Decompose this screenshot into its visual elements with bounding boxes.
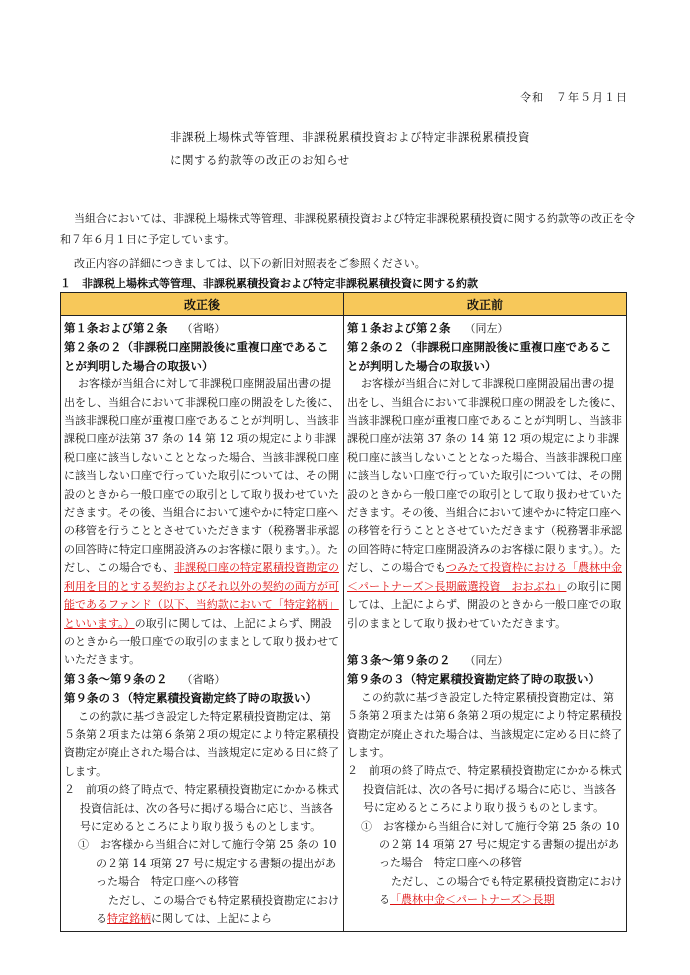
article-3-9-note: （同左）: [464, 653, 509, 667]
article-1-2-heading: 第１条および第２条: [347, 321, 451, 335]
proviso-text: ただし、この場合でも特定累積投資勘定における: [96, 893, 339, 925]
notice-title-line1: 非課税上場株式等管理、非課税累積投資および特定非課税累積投資: [170, 130, 530, 144]
article-2-2-body-tail: の取引に関しては、上記によらず、開設のときから一般口座での取引のままとして取り扱わせていただきます。: [64, 616, 339, 667]
proviso-amended-text: 特定銘柄: [107, 912, 151, 925]
proviso-previous-text: 「農林中金＜パートナーズ＞長期: [390, 893, 555, 907]
article-9-3-para-2: ２ 前項の終了時点で、特定累積投資勘定にかかる株式投資信託は、次の各号に掲げる場合に応じ、当該各号に定めるところにより取り扱うものとします。: [347, 764, 622, 815]
article-9-3-heading: 第９条の３（特定累積投資勘定終了時の取扱い）: [347, 672, 600, 687]
article-2-2-body-tail: の取引に関しては、上記によらず、開設のときから一般口座での取引のままとして取り扱わせていただきます。: [347, 579, 622, 630]
article-2-2-heading: 第２条の２（非課税口座開設後に重複口座であることが判明した場合の取扱い）: [64, 340, 329, 373]
header-after: 改正後: [61, 293, 344, 316]
article-9-3-body: この約款に基づき設定した特定累積投資勘定は、第５条第２項または第６条第２項の規定により特定累積投資勘定が廃止された場合は、当該規定に定める日に終了します。: [347, 690, 622, 759]
article-2-2-amended-text: 非課税口座の特定累積投資勘定の利用を目的とする契約およびそれ以外の契約の両方が可能であるファンド（以下、当約款において「特定銘柄」といいます。）: [64, 561, 339, 630]
article-9-3-item-1-proviso: [64, 892, 339, 929]
article-2-2-body: [347, 375, 622, 633]
proviso-text: ただし、この場合でも特定累積投資勘定における: [379, 874, 622, 907]
section-heading: １ 非課税上場株式等管理、非課税累積投資および特定非課税累積投資に関する約款: [60, 277, 478, 290]
article-2-2-heading: 第２条の２（非課税口座開設後に重複口座であることが判明した場合の取扱い）: [347, 340, 612, 373]
article-9-3-item-1: ① お客様から当組合に対して施行令第 25 条の 10 の２第 14 項第 27 号に規定する書類の提出があった場合 特定口座への移管: [78, 838, 337, 889]
article-9-3-heading: 第９条の３（特定累積投資勘定終了時の取扱い）: [64, 691, 317, 706]
intro-paragraph-1: 当組合においては、非課税上場株式等管理、非課税累積投資および特定非課税累積投資に関する約款等の改正を令和７年６月１日に予定しています。: [60, 212, 635, 246]
article-2-2-body: [64, 375, 339, 670]
article-3-9-heading: 第３条～第９条の２: [347, 652, 451, 667]
column-before: [344, 316, 627, 932]
article-1-2-heading: 第１条および第２条: [64, 321, 168, 335]
header-before: 改正前: [344, 293, 627, 316]
column-after: [61, 316, 344, 932]
article-1-2-note: （省略）: [181, 322, 226, 335]
article-9-3-para-2: ２ 前項の終了時点で、特定累積投資勘定にかかる株式投資信託は、次の各号に掲げる場合に応じ、当該各号に定めるところにより取り扱うものとします。: [64, 783, 339, 833]
article-9-3-item-1: ① お客様から当組合に対して施行令第 25 条の 10 の２第 14 項第 27 号に規定する書類の提出があった場合 特定口座への移管: [361, 819, 620, 870]
article-3-9-note: （省略）: [181, 672, 226, 686]
article-9-3-body: この約款に基づき設定した特定累積投資勘定は、第５条第２項または第６条第２項の規定により特定累積投資勘定が廃止された場合は、当該規定に定める日に終了します。: [64, 709, 339, 778]
article-2-2-body-text: お客様が当組合に対して非課税口座開設届出書の提出をし、当組合において非課税口座の開設をした後に、当該非課税口座が重複口座であることが判明し、当該非課税口座が法第 37 条の 14 第 12 項の規定により非課税口座に該当しないこととなった場合、当該非課税口座に該当しない口座で行っていた取引については、その開設のときから一般口座での取引として取り扱わせていただきます。その後、当組合において速やかに特定口座への移管を行うこととさせていただきます（税務署非承認の回答時に特定口座開設済みのお客様に限ります。）。ただし、この場合でも、: [64, 377, 339, 575]
article-2-2-body-text: お客様が当組合に対して非課税口座開設届出書の提出をし、当組合において非課税口座の開設をした後に、当該非課税口座が重複口座であることが判明し、当該非課税口座が法第 37 条の 14 第 12 項の規定により非課税口座に該当しないこととなった場合、当該非課税口座に該当しない口座で行っていた取引については、その開設のときから一般口座での取引として取り扱わせていただきます。その後、当組合において速やかに特定口座への移管を行うこととさせていただきます（税務署非承認の回答時に特定口座開設済みのお客様に限ります。）。ただし、この場合でも: [347, 377, 622, 575]
article-9-3-item-1-proviso: [347, 873, 622, 910]
article-2-2-previous-text: つみたて投資枠における「農林中金＜パートナーズ＞長期厳選投資 おおぶね」: [347, 561, 622, 593]
blank-spacer: [347, 633, 622, 651]
notice-title-line2: に関する約款等の改正のお知らせ: [170, 153, 350, 167]
date: 令和 ７年５月１日: [520, 91, 628, 104]
intro-paragraph-2: 改正内容の詳細につきましては、以下の新旧対照表をご参照ください。: [74, 257, 426, 270]
article-3-9-heading: 第３条～第９条の２: [64, 671, 168, 686]
comparison-table: [60, 292, 627, 932]
article-1-2-note: （同左）: [464, 322, 509, 335]
proviso-tail: に関しては、上記によら: [151, 912, 272, 925]
